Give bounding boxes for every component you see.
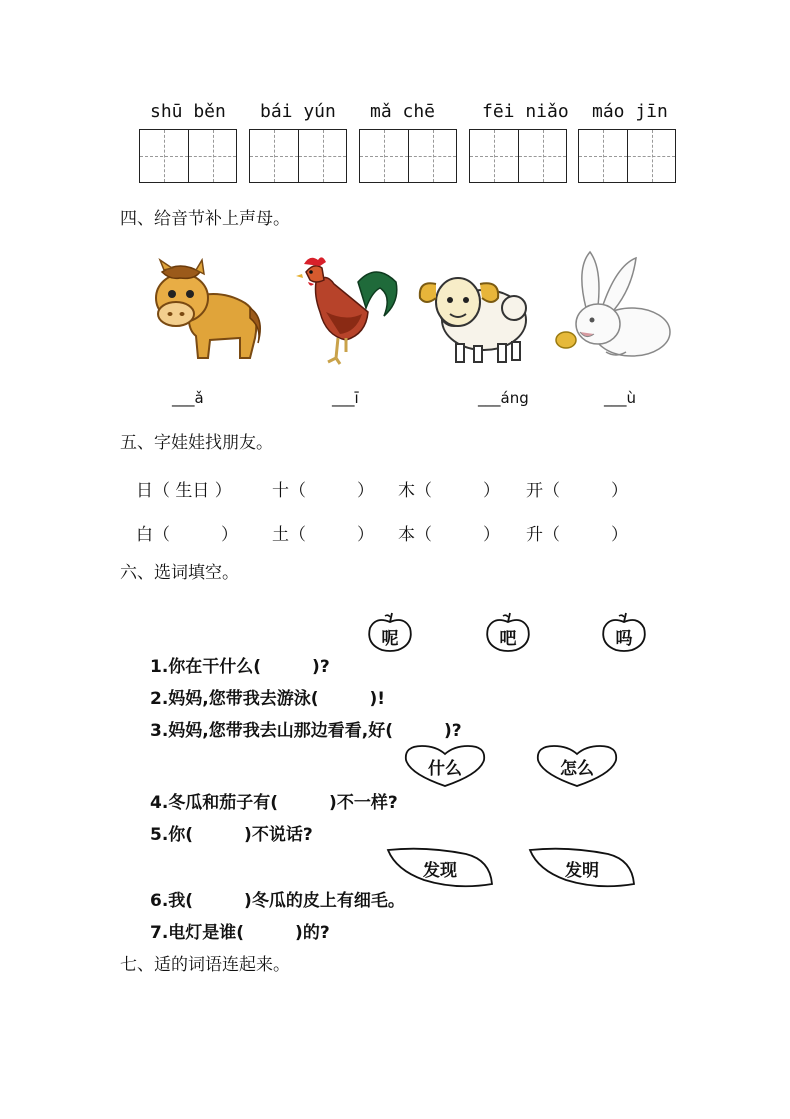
word-choice-leaf [386,846,494,890]
word-choice-label: 怎么 [560,759,594,779]
sheep-icon [414,258,530,368]
writing-grid[interactable] [249,129,347,183]
rabbit-icon [546,248,674,362]
writing-grid[interactable] [469,129,567,183]
question-1[interactable]: 1.你在干什么( )? [150,657,330,677]
initial-blank-rooster[interactable]: ___ī [332,389,359,407]
word-choice-leaf [528,846,636,890]
word-choice-heart [536,744,618,788]
word-choice-apple [600,612,648,652]
word-choice-label: 发现 [423,861,457,881]
initial-blank-rabbit[interactable]: ___ù [604,389,637,407]
word-pair-blank[interactable]: 日（ 生日 ） [136,481,232,501]
horse-icon [150,258,264,364]
word-choice-apple [366,612,414,652]
word-choice-apple [484,612,532,652]
question-2[interactable]: 2.妈妈,您带我去游泳( )! [150,689,386,709]
word-pair-blank[interactable]: 升（ ） [526,525,628,545]
writing-grid[interactable] [139,129,237,183]
question-7[interactable]: 7.电灯是谁( )的? [150,923,330,943]
section-heading-7: 七、适的词语连起来。 [120,955,290,975]
question-3[interactable]: 3.妈妈,您带我去山那边看看,好( )? [150,721,462,741]
word-pair-blank[interactable]: 木（ ） [398,481,500,501]
pinyin-label: shū běn [150,101,226,122]
section-heading-4: 四、给音节补上声母。 [120,209,290,229]
writing-grid[interactable] [359,129,457,183]
question-4[interactable]: 4.冬瓜和茄子有( )不一样? [150,793,398,813]
pinyin-label: máo jīn [592,101,668,122]
word-choice-label: 吗 [615,629,633,649]
word-choice-heart [404,744,486,788]
pinyin-label: bái yún [260,101,336,122]
word-choice-label: 发明 [565,861,599,881]
pinyin-label: fēi niǎo [482,101,569,122]
rooster-icon [296,252,400,366]
pinyin-label: mǎ chē [370,101,436,122]
word-choice-label: 呢 [381,629,399,649]
word-choice-label: 什么 [428,759,462,779]
word-choice-label: 吧 [499,629,517,649]
initial-blank-sheep[interactable]: ___áng [478,389,529,407]
writing-grid[interactable] [578,129,676,183]
question-5[interactable]: 5.你( )不说话? [150,825,313,845]
section-heading-5: 五、字娃娃找朋友。 [120,433,273,453]
word-pair-blank[interactable]: 土（ ） [272,525,374,545]
word-pair-blank[interactable]: 开（ ） [526,481,628,501]
word-pair-blank[interactable]: 本（ ） [398,525,500,545]
section-heading-6: 六、选词填空。 [120,563,239,583]
question-6[interactable]: 6.我( )冬瓜的皮上有细毛。 [150,891,405,911]
word-pair-blank[interactable]: 十（ ） [272,481,374,501]
initial-blank-horse[interactable]: ___ǎ [172,389,204,407]
word-pair-blank[interactable]: 白（ ） [136,525,238,545]
